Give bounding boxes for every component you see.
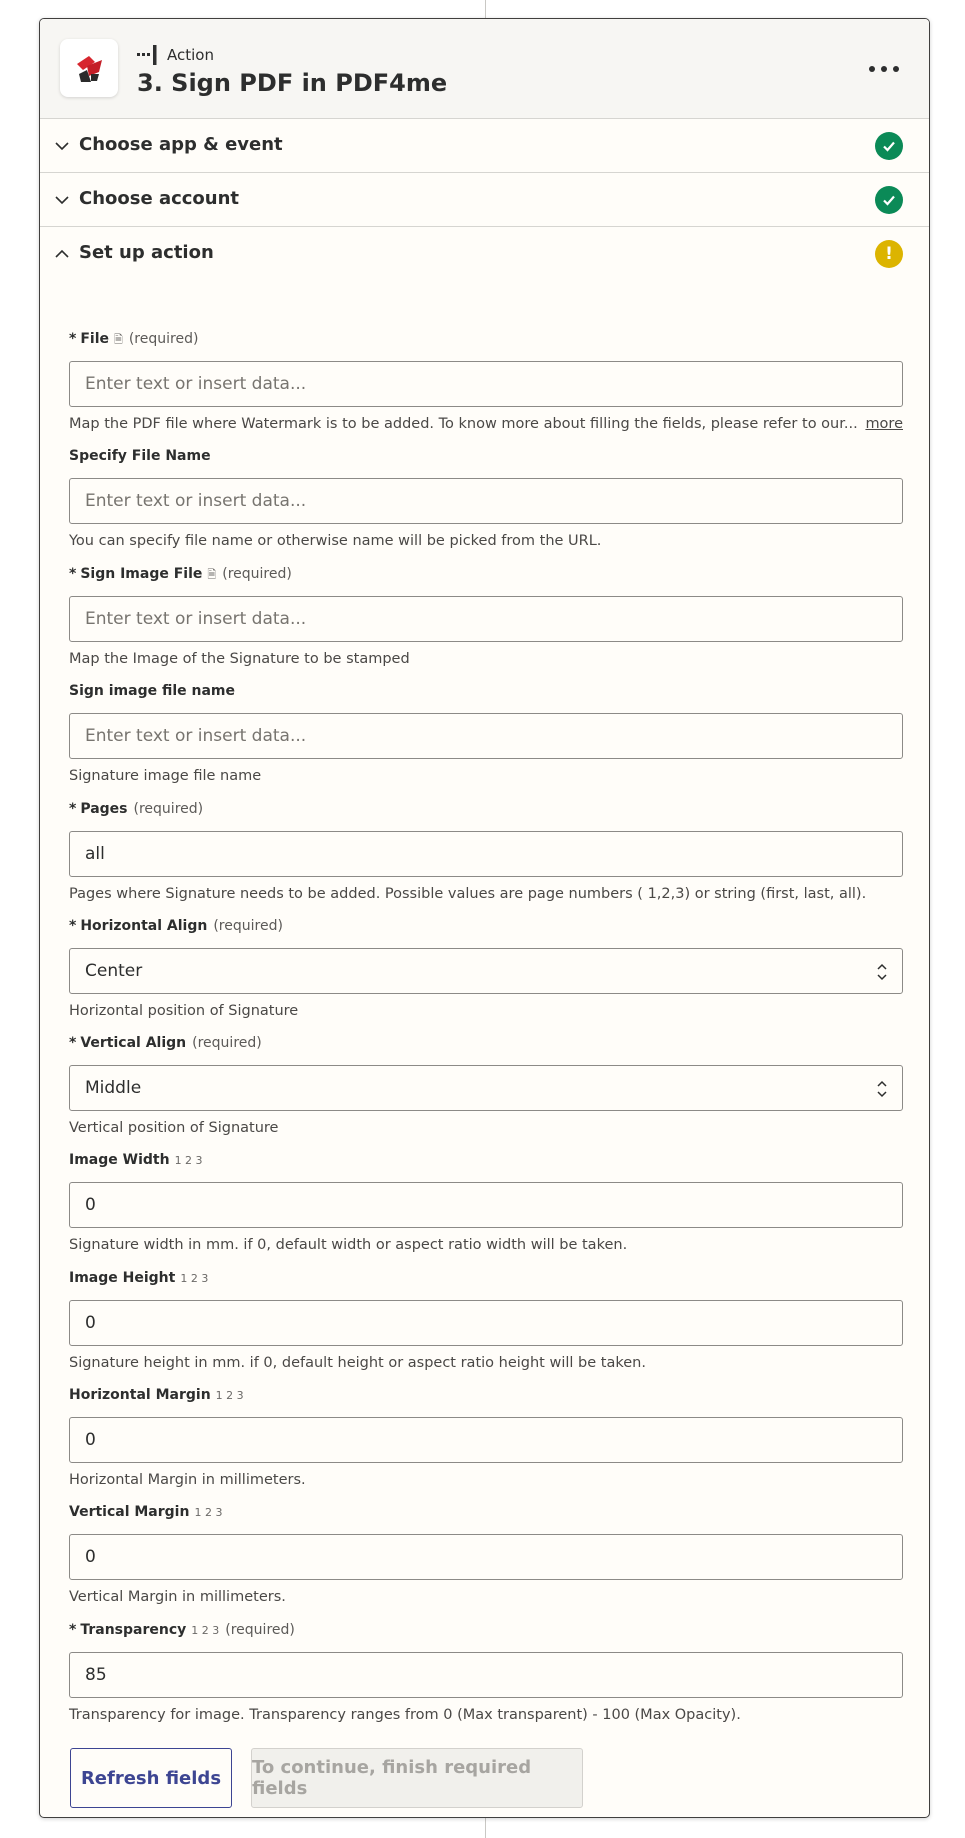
field-label-text: Specify File Name — [69, 448, 211, 464]
check-circle-icon — [875, 186, 903, 214]
field-sign-image-file — [69, 566, 903, 667]
required-note: (required) — [222, 566, 292, 582]
section-set-up-action[interactable] — [40, 227, 929, 281]
field-label-text: Pages — [80, 801, 128, 817]
field-label — [69, 1152, 903, 1170]
step-title[interactable]: 3. Sign PDF in PDF4me — [137, 69, 448, 97]
section-label: Set up action — [79, 242, 214, 263]
field-vertical-margin — [69, 1504, 903, 1605]
field-label-text: Transparency — [80, 1622, 187, 1638]
field-label — [69, 448, 903, 466]
step-type — [137, 45, 214, 65]
field-label — [69, 1035, 903, 1053]
selected-value: Center — [85, 961, 143, 981]
field-horizontal-margin — [69, 1387, 903, 1488]
required-star: * — [69, 801, 77, 817]
required-star: * — [69, 1035, 77, 1051]
bottom-connector-line — [485, 1818, 486, 1838]
chevron-down-icon — [54, 192, 70, 208]
field-help: Vertical Margin in millimeters. — [69, 1589, 286, 1605]
required-star: * — [69, 918, 77, 934]
horizontal-align-select[interactable] — [69, 948, 903, 994]
number-type-icon: 1 2 3 — [180, 1272, 209, 1285]
field-label — [69, 1622, 903, 1640]
required-note: (required) — [128, 331, 199, 347]
file-type-icon: 🗎 — [113, 333, 123, 346]
field-label — [69, 801, 903, 819]
field-label — [69, 683, 903, 701]
action-step-icon — [137, 45, 159, 65]
field-label-text: Vertical Margin — [69, 1504, 190, 1520]
continue-button: To continue, finish required fields — [251, 1748, 583, 1808]
help-text: Map the PDF file where Watermark is to be added. To know more about filling the fields, please refer to our... — [69, 416, 858, 432]
check-circle-icon — [875, 132, 903, 160]
field-vertical-align — [69, 1035, 903, 1136]
required-note: (required) — [225, 1622, 295, 1638]
field-label-text: Sign Image File — [80, 566, 203, 582]
step-type-label: Action — [167, 46, 214, 64]
pdf4me-logo-icon — [60, 39, 118, 97]
chevron-down-icon — [54, 138, 70, 154]
field-help: Horizontal Margin in millimeters. — [69, 1472, 306, 1488]
number-type-icon: 1 2 3 — [174, 1154, 203, 1167]
vertical-align-select[interactable] — [69, 1065, 903, 1111]
section-label: Choose app & event — [79, 134, 283, 155]
warning-circle-icon: ! — [875, 240, 903, 268]
section-choose-account[interactable] — [40, 173, 929, 227]
field-label — [69, 566, 903, 584]
field-label — [69, 1387, 903, 1405]
section-label: Choose account — [79, 188, 240, 209]
more-dot — [893, 66, 899, 72]
action-step-card — [39, 18, 930, 1818]
vertical-margin-input[interactable]: 0 — [69, 1534, 903, 1580]
file-type-icon: 🗎 — [207, 568, 217, 581]
more-dot — [881, 66, 887, 72]
top-connector-line — [485, 0, 486, 18]
field-label-text: Horizontal Align — [80, 918, 208, 934]
field-image-height — [69, 1270, 903, 1371]
transparency-input[interactable]: 85 — [69, 1652, 903, 1698]
field-transparency — [69, 1622, 903, 1723]
file-input[interactable]: Enter text or insert data... — [69, 361, 903, 407]
chevron-up-icon — [54, 246, 70, 262]
field-label-text: Vertical Align — [80, 1035, 187, 1051]
required-star: * — [69, 566, 77, 582]
field-label — [69, 1270, 903, 1288]
field-sign-image-file-name — [69, 683, 903, 784]
field-help: Signature image file name — [69, 768, 262, 784]
required-note: (required) — [192, 1035, 262, 1051]
field-help: Signature width in mm. if 0, default width or aspect ratio width will be taken. — [69, 1237, 628, 1253]
sign-image-file-name-input[interactable]: Enter text or insert data... — [69, 713, 903, 759]
number-type-icon: 1 2 3 — [215, 1389, 244, 1402]
field-help: You can specify file name or otherwise name will be picked from the URL. — [69, 533, 602, 549]
number-type-icon: 1 2 3 — [191, 1624, 220, 1637]
select-arrows-icon — [876, 962, 888, 982]
field-label-text: File — [80, 331, 109, 347]
selected-value: Middle — [85, 1078, 142, 1098]
field-help: Signature height in mm. if 0, default height or aspect ratio height will be taken. — [69, 1355, 646, 1371]
field-label — [69, 331, 903, 349]
field-label-text: Image Width — [69, 1152, 170, 1168]
refresh-fields-button[interactable]: Refresh fields — [70, 1748, 232, 1808]
pages-input[interactable]: all — [69, 831, 903, 877]
image-width-input[interactable]: 0 — [69, 1182, 903, 1228]
field-label — [69, 918, 903, 936]
field-help: Vertical position of Signature — [69, 1120, 279, 1136]
field-help: Map the Image of the Signature to be stamped — [69, 651, 410, 667]
field-file — [69, 331, 903, 432]
field-image-width — [69, 1152, 903, 1253]
field-help — [69, 416, 903, 432]
field-help: Transparency for image. Transparency ranges from 0 (Max transparent) - 100 (Max Opacity). — [69, 1707, 741, 1723]
field-label-text: Image Height — [69, 1270, 176, 1286]
section-choose-app-event[interactable] — [40, 119, 929, 173]
field-file-name — [69, 448, 903, 549]
more-options-button[interactable] — [869, 57, 899, 81]
number-type-icon: 1 2 3 — [194, 1506, 223, 1519]
select-arrows-icon — [876, 1079, 888, 1099]
required-star: * — [69, 1622, 77, 1638]
field-label-text: Horizontal Margin — [69, 1387, 211, 1403]
field-label-text: Sign image file name — [69, 683, 236, 699]
step-header — [40, 19, 929, 119]
file-name-input[interactable]: Enter text or insert data... — [69, 478, 903, 524]
required-note: (required) — [213, 918, 283, 934]
field-help: Pages where Signature needs to be added. Possible values are page numbers ( 1,2,3) or string (first, last, all). — [69, 886, 867, 902]
more-horizontal-icon — [869, 66, 875, 72]
sign-image-file-input[interactable]: Enter text or insert data... — [69, 596, 903, 642]
more-link[interactable]: more — [865, 416, 903, 432]
required-note: (required) — [133, 801, 204, 817]
required-star: * — [69, 331, 77, 347]
field-help: Horizontal position of Signature — [69, 1003, 299, 1019]
image-height-input[interactable]: 0 — [69, 1300, 903, 1346]
horizontal-margin-input[interactable]: 0 — [69, 1417, 903, 1463]
field-pages — [69, 801, 903, 902]
field-horizontal-align — [69, 918, 903, 1019]
field-label — [69, 1504, 903, 1522]
